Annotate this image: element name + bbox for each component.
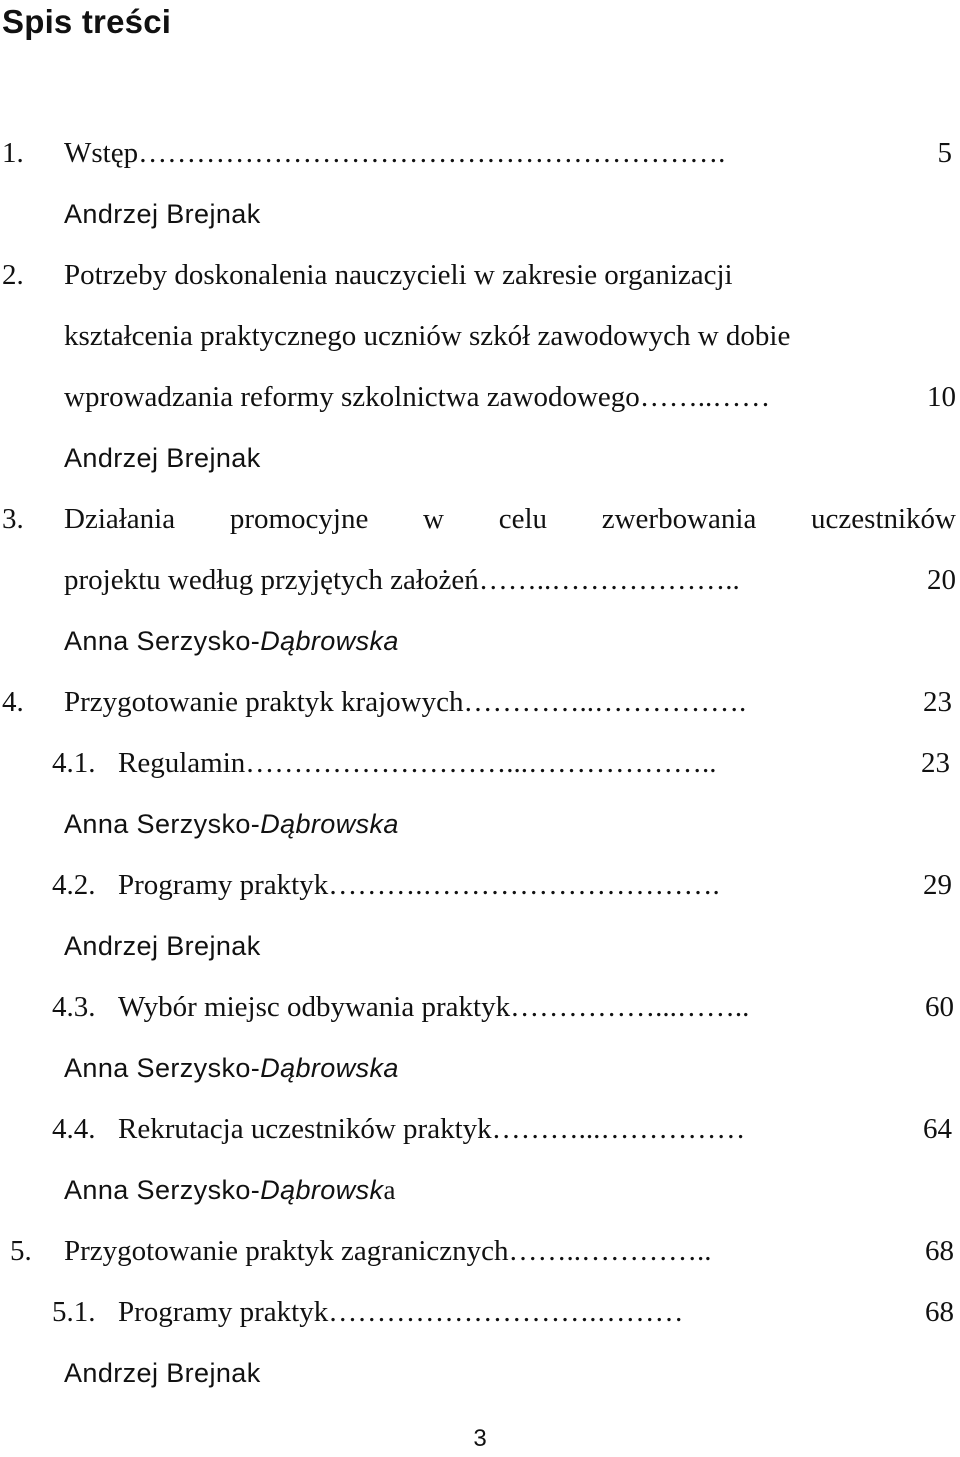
author-name-tail: a: [383, 1175, 396, 1205]
toc-entry-programy-zagraniczne[interactable]: [118, 1295, 954, 1329]
toc-author: [64, 624, 399, 658]
toc-author: Andrzej Brejnak: [64, 931, 261, 961]
page-title: Spis treści: [2, 3, 172, 40]
toc-number: 4.2.: [52, 869, 96, 901]
toc-page-number: 23: [921, 747, 950, 779]
toc-entry-wstep[interactable]: [64, 136, 952, 170]
toc-entry-dzialania[interactable]: [64, 563, 956, 597]
toc-page-number: 20: [927, 564, 956, 596]
author-name-part: Anna Serzysko-: [64, 1175, 261, 1205]
author-name-italic: Dąbrowska: [260, 1053, 399, 1083]
toc-title: Rekrutacja uczestników praktyk: [118, 1113, 492, 1145]
toc-entry-regulamin[interactable]: [118, 746, 950, 780]
toc-leader: ……………...……..: [510, 991, 750, 1023]
toc-number: 5.1.: [52, 1296, 96, 1328]
toc-entry-line: kształcenia praktycznego uczniów szkół zawodowych w dobie: [64, 320, 791, 352]
toc-author: [64, 807, 399, 841]
toc-number: 4.1.: [52, 747, 96, 779]
toc-page-number: 60: [925, 991, 954, 1023]
toc-leader: ………………………...………………..: [245, 747, 717, 779]
toc-author: [64, 1051, 399, 1085]
author-name-italic: Dąbrowsk: [260, 1175, 384, 1205]
author-name-italic: Dąbrowska: [260, 626, 399, 656]
toc-title-line: Działania promocyjne w celu zwerbowania uczestników: [64, 503, 956, 535]
toc-leader: …………..…………….: [463, 686, 747, 718]
toc-author: Andrzej Brejnak: [64, 443, 261, 473]
toc-entry-wybor-miejsc[interactable]: [118, 990, 954, 1024]
toc-number: 4.: [2, 686, 24, 718]
toc-page-number: 29: [923, 869, 952, 901]
toc-leader: ………...……………: [491, 1113, 746, 1145]
toc-entry-line[interactable]: [64, 258, 956, 292]
toc-title: wprowadzania reformy szkolnictwa zawodowego: [64, 381, 640, 413]
author-name-part: Anna Serzysko-: [64, 809, 261, 839]
toc-page-number: 68: [925, 1296, 954, 1328]
toc-leader: …………………………………………………….: [138, 137, 726, 169]
toc-title: Regulamin: [118, 747, 246, 779]
toc-page-number: 64: [923, 1113, 952, 1145]
toc-title: Programy praktyk: [118, 1296, 329, 1328]
toc-author: [64, 1173, 396, 1207]
toc-leader: ……..………………..: [478, 564, 740, 596]
toc-title: Przygotowanie praktyk krajowych: [64, 686, 464, 718]
author-name-italic: Dąbrowska: [260, 809, 399, 839]
toc-title: Wstęp: [64, 137, 139, 169]
toc-number: 1.: [2, 137, 24, 169]
author-name-part: Anna Serzysko-: [64, 626, 261, 656]
page-footer-number: 3: [473, 1425, 487, 1452]
toc-leader: ……..…………..: [508, 1235, 712, 1267]
toc-entry-potrzeby[interactable]: [64, 380, 956, 414]
toc-number: 5.: [10, 1235, 32, 1267]
toc-title-line: Potrzeby doskonalenia nauczycieli w zakresie organizacji: [64, 259, 733, 291]
toc-leader: ……..……: [639, 381, 771, 413]
toc-leader: ……….………………………….: [328, 869, 720, 901]
toc-title: Wybór miejsc odbywania praktyk: [118, 991, 511, 1023]
toc-page-number: 10: [927, 381, 956, 413]
toc-entry-rekrutacja[interactable]: [118, 1112, 952, 1146]
toc-entry-praktyki-krajowe[interactable]: [64, 685, 952, 719]
toc-page-number: 23: [923, 686, 952, 718]
toc-title: projektu według przyjętych założeń: [64, 564, 479, 596]
toc-number: 3.: [2, 503, 24, 535]
toc-author: Andrzej Brejnak: [64, 199, 261, 229]
toc-number: 4.4.: [52, 1113, 96, 1145]
toc-page-number: 5: [937, 137, 952, 169]
toc-entry-praktyki-zagraniczne[interactable]: [64, 1234, 954, 1268]
toc-number: 2.: [2, 259, 24, 291]
author-name-part: Anna Serzysko-: [64, 1053, 261, 1083]
toc-title: Programy praktyk: [118, 869, 329, 901]
toc-leader: ……………………….………: [328, 1296, 684, 1328]
toc-title: Przygotowanie praktyk zagranicznych: [64, 1235, 509, 1267]
toc-page-number: 68: [925, 1235, 954, 1267]
toc-entry-programy-krajowe[interactable]: [118, 868, 952, 902]
toc-author: Andrzej Brejnak: [64, 1358, 261, 1388]
toc-number: 4.3.: [52, 991, 96, 1023]
